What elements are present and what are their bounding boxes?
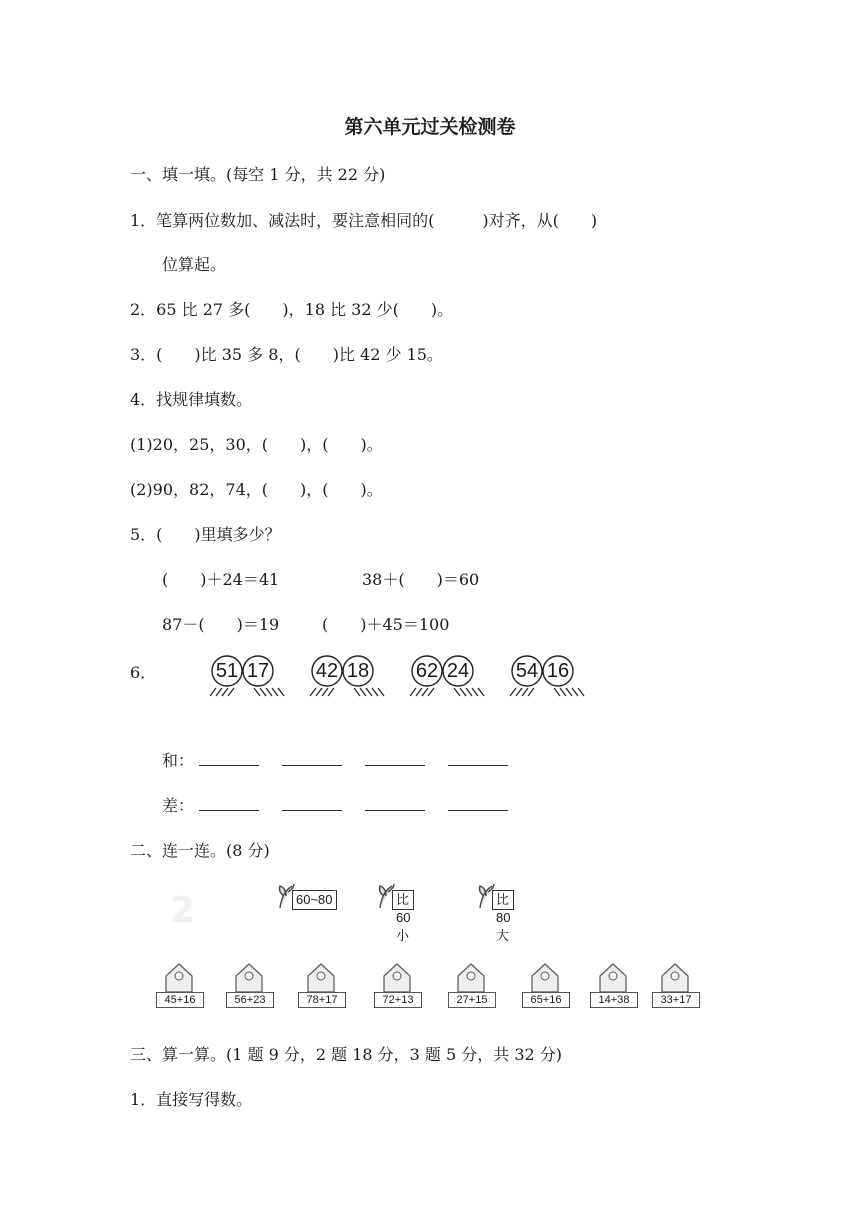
expression-house[interactable] <box>590 960 640 1010</box>
expression-label: 65+16 <box>522 992 570 1008</box>
target-label: 60~80 <box>292 890 337 910</box>
number-pair <box>206 654 290 700</box>
question-5-d: ( )＋45＝100 <box>322 615 450 634</box>
pair-number-b: 16 <box>546 660 570 682</box>
house-icon <box>226 960 272 994</box>
expression-house[interactable] <box>652 960 702 1010</box>
question-5: 5．( )里填多少？ <box>130 525 281 544</box>
pair-number-b: 18 <box>346 660 370 682</box>
pair-number-b: 24 <box>446 660 470 682</box>
expression-label: 14+38 <box>590 992 638 1008</box>
question-5-b: 38＋( )＝60 <box>362 570 480 589</box>
house-icon <box>590 960 636 994</box>
difference-row <box>162 793 526 816</box>
pair-number-a: 51 <box>215 660 239 682</box>
question-5-a: ( )＋24＝41 <box>162 570 280 589</box>
section3-question-1: 1．直接写得数。 <box>130 1090 253 1109</box>
expression-house[interactable] <box>448 960 498 1010</box>
expression-house[interactable] <box>374 960 424 1010</box>
number-pair <box>406 654 490 700</box>
pair-number-b: 17 <box>246 660 270 682</box>
difference-blank[interactable] <box>199 796 259 811</box>
expression-label: 78+17 <box>298 992 346 1008</box>
question-6: 6． <box>130 663 157 682</box>
number-pair <box>306 654 390 700</box>
difference-blank[interactable] <box>282 796 342 811</box>
question-1-cont: 位算起。 <box>162 255 227 274</box>
house-icon <box>156 960 202 994</box>
question-4-1: (1)20，25，30，( )，( )。 <box>130 435 383 454</box>
difference-blank[interactable] <box>365 796 425 811</box>
number-pair <box>506 654 590 700</box>
expression-house[interactable] <box>298 960 348 1010</box>
pair-number-a: 54 <box>515 660 539 682</box>
pair-number-a: 62 <box>415 660 439 682</box>
question-4: 4．找规律填数。 <box>130 390 253 409</box>
question-4-2: (2)90，82，74，( )，( )。 <box>130 480 383 499</box>
expression-label: 27+15 <box>448 992 496 1008</box>
house-icon <box>298 960 344 994</box>
sum-blank[interactable] <box>365 751 425 766</box>
house-icon <box>522 960 568 994</box>
sum-label: 和： <box>162 751 195 770</box>
expression-label: 45+16 <box>156 992 204 1008</box>
sum-row <box>162 748 526 771</box>
expression-house[interactable] <box>226 960 276 1010</box>
page-title: 第六单元过关检测卷 <box>344 116 516 138</box>
watermark <box>560 890 573 931</box>
expression-label: 33+17 <box>652 992 700 1008</box>
section1-heading: 一、填一填。(每空 1 分，共 22 分) <box>130 165 386 184</box>
sum-blank[interactable] <box>282 751 342 766</box>
expression-label: 72+13 <box>374 992 422 1008</box>
difference-blank[interactable] <box>448 796 508 811</box>
house-icon <box>652 960 698 994</box>
expression-label: 56+23 <box>226 992 274 1008</box>
target-label: 比60小 <box>392 890 414 910</box>
sum-blank[interactable] <box>448 751 508 766</box>
difference-label: 差： <box>162 796 195 815</box>
sum-blank[interactable] <box>199 751 259 766</box>
watermark: 2 <box>170 890 196 931</box>
section3-heading: 三、算一算。(1 题 9 分，2 题 18 分，3 题 5 分，共 32 分) <box>130 1045 563 1064</box>
question-3: 3．( )比 35 多 8，( )比 42 少 15。 <box>130 345 443 364</box>
expression-house[interactable] <box>522 960 572 1010</box>
house-icon <box>448 960 494 994</box>
expression-house[interactable] <box>156 960 206 1010</box>
target-label: 比80大 <box>492 890 514 910</box>
question-1: 1．笔算两位数加、减法时，要注意相同的( )对齐，从( ) <box>130 211 598 230</box>
section2-heading: 二、连一连。(8 分) <box>130 841 270 860</box>
question-5-c: 87－( )＝19 <box>162 615 280 634</box>
pair-number-a: 42 <box>315 660 339 682</box>
question-2: 2．65 比 27 多( )，18 比 32 少( )。 <box>130 300 454 319</box>
house-icon <box>374 960 420 994</box>
